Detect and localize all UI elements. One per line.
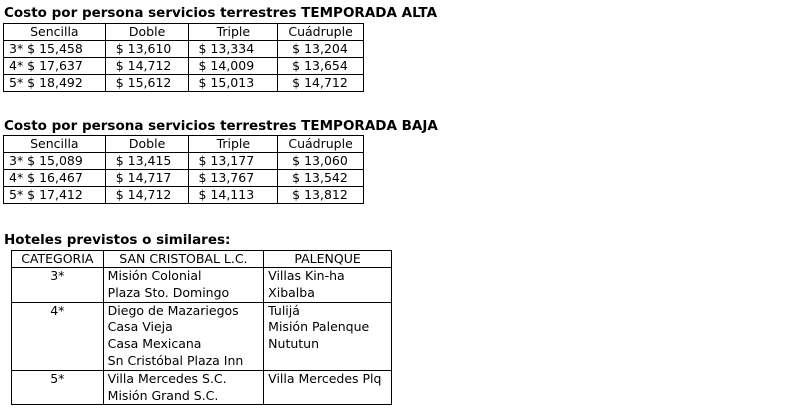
header-row	[12, 251, 392, 268]
table-row	[4, 41, 364, 58]
category: 4*	[50, 302, 65, 318]
cell: $ 13,767	[189, 170, 278, 187]
header-doble: Doble	[105, 24, 189, 41]
table-row	[12, 302, 392, 370]
table-row	[4, 153, 364, 170]
hotel-name: Villa Mercedes S.C.	[107, 370, 227, 386]
hotel-name: Villa Mercedes Plq	[268, 370, 382, 386]
cell: $ 13,542	[278, 170, 364, 187]
hotel-name: Diego de Mazariegos	[107, 302, 239, 318]
cell: $ 13,610	[105, 41, 189, 58]
hotel-name: Plaza Sto. Domingo	[107, 284, 230, 300]
hotel-name: Villas Kin-ha	[268, 268, 345, 283]
palenque-cell	[264, 370, 392, 405]
table-row	[4, 75, 364, 92]
header-cuadruple: Cuádruple	[278, 136, 364, 153]
hotel-name: Nututun	[268, 336, 320, 352]
title-temporada-baja: Costo por persona servicios terrestres TEMPORADA BAJA	[4, 118, 438, 134]
header-sencilla: Sencilla	[4, 136, 106, 153]
cell: $ 13,654	[278, 58, 364, 75]
category-cell	[12, 268, 104, 303]
header-triple: Triple	[189, 136, 278, 153]
cell: $ 14,113	[189, 187, 278, 204]
cell: $ 15,612	[105, 75, 189, 92]
cell: 4* $ 17,637	[4, 58, 106, 75]
header-triple: Triple	[189, 24, 278, 41]
table-temporada-baja	[3, 135, 364, 204]
table-row	[4, 170, 364, 187]
table-row	[12, 370, 392, 405]
cell: 5* $ 17,412	[4, 187, 106, 204]
cell: 5* $ 18,492	[4, 75, 106, 92]
cell: $ 13,204	[278, 41, 364, 58]
cell: $ 13,060	[278, 153, 364, 170]
table-row	[4, 187, 364, 204]
header-row	[4, 24, 364, 41]
header-sencilla: Sencilla	[4, 24, 106, 41]
table-temporada-alta	[3, 23, 364, 92]
table-row	[12, 268, 392, 303]
table-row	[4, 58, 364, 75]
hotel-name: Misión Colonial	[107, 268, 202, 283]
san-cristobal-cell	[103, 370, 264, 405]
header-cuadruple: Cuádruple	[278, 24, 364, 41]
hotel-name: Xibalba	[268, 284, 315, 300]
cell: 3* $ 15,458	[4, 41, 106, 58]
hotel-name: Misión Palenque	[268, 319, 370, 335]
cell: $ 14,717	[105, 170, 189, 187]
header-san-cristobal: SAN CRISTOBAL L.C.	[103, 251, 264, 268]
title-temporada-alta: Costo por persona servicios terrestres TEMPORADA ALTA	[4, 5, 438, 21]
header-palenque: PALENQUE	[264, 251, 392, 268]
table-hoteles	[11, 250, 392, 405]
category: 5*	[50, 370, 65, 386]
header-row	[4, 136, 364, 153]
san-cristobal-cell	[103, 302, 264, 370]
header-doble: Doble	[105, 136, 189, 153]
cell: 3* $ 15,089	[4, 153, 106, 170]
cell: $ 14,712	[105, 58, 189, 75]
cell: $ 13,177	[189, 153, 278, 170]
hotel-name: Misión Grand S.C.	[107, 387, 219, 403]
header-categoria: CATEGORIA	[12, 251, 104, 268]
title-hoteles: Hoteles previstos o similares:	[4, 232, 231, 248]
cell: $ 14,712	[278, 75, 364, 92]
cell: $ 15,013	[189, 75, 278, 92]
palenque-cell	[264, 268, 392, 303]
san-cristobal-cell	[103, 268, 264, 303]
cell: 4* $ 16,467	[4, 170, 106, 187]
hotel-name: Sn Cristóbal Plaza Inn	[107, 352, 244, 368]
hotel-name: Casa Vieja	[107, 319, 173, 335]
cell: $ 13,334	[189, 41, 278, 58]
hotel-name: Casa Mexicana	[107, 336, 202, 352]
cell: $ 13,415	[105, 153, 189, 170]
cell: $ 14,009	[189, 58, 278, 75]
category-cell	[12, 302, 104, 370]
cell: $ 13,812	[278, 187, 364, 204]
category: 3*	[50, 268, 65, 283]
palenque-cell	[264, 302, 392, 370]
hotel-name: Tulijá	[268, 302, 300, 318]
cell: $ 14,712	[105, 187, 189, 204]
category-cell	[12, 370, 104, 405]
